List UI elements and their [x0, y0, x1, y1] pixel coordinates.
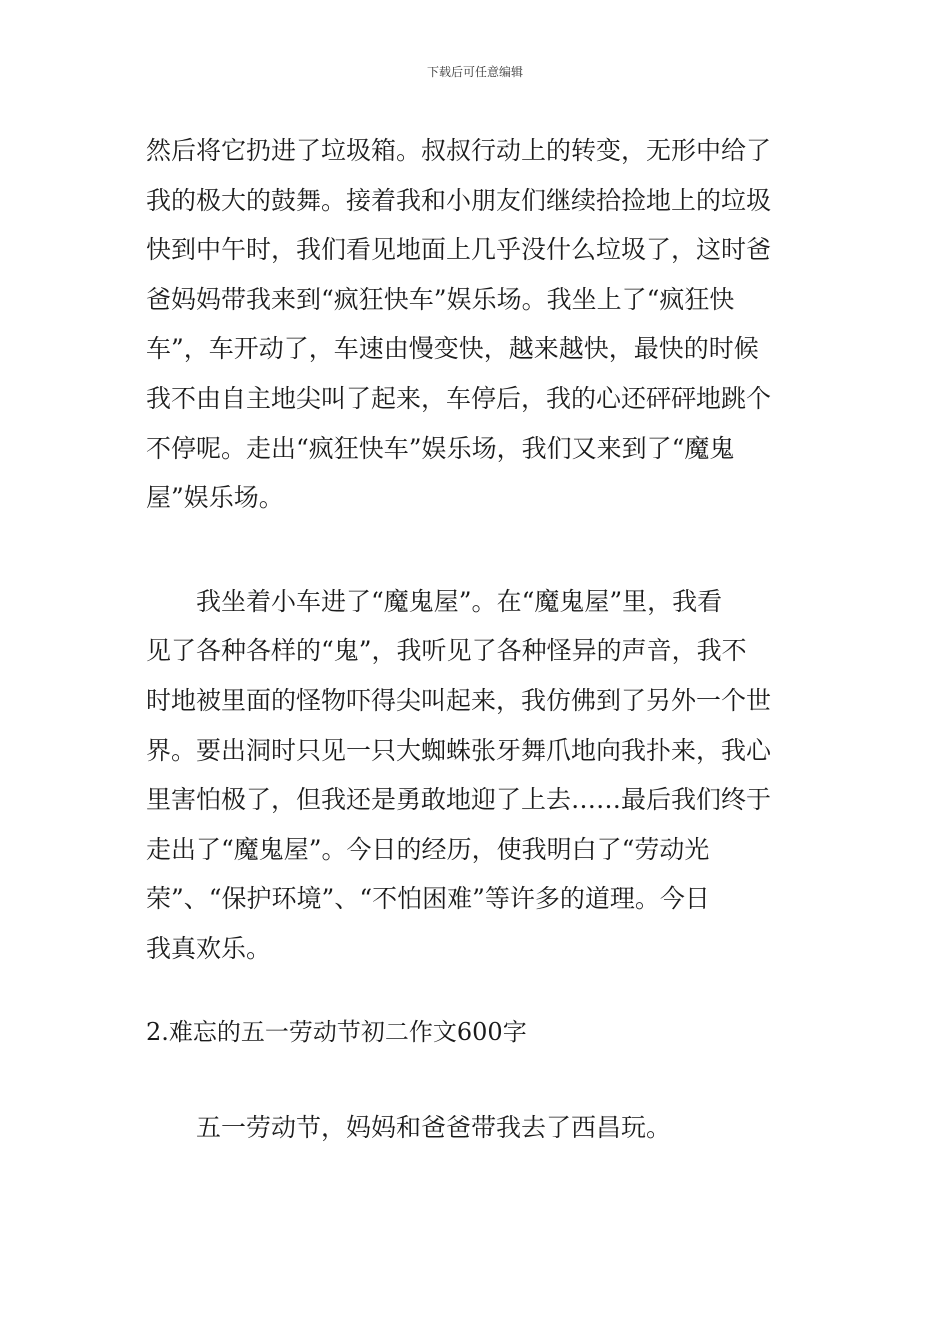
paragraph-line: 不停呢。走出“疯狂快车”娱乐场，我们又来到了“魔鬼 — [146, 433, 735, 463]
paragraph-line: 走出了“魔鬼屋”。今日的经历，使我明白了“劳动光 — [146, 834, 710, 864]
paragraph-line: 里害怕极了，但我还是勇敢地迎了上去……最后我们终于 — [146, 785, 772, 815]
paragraph-line: 然后将它扔进了垃圾箱。叔叔行动上的转变，无形中给了 — [146, 136, 772, 165]
paragraph-line: 我真欢乐。 — [146, 933, 272, 963]
paragraph-line: 我的极大的鼓舞。接着我和小朋友们继续拾捡地上的垃圾 — [146, 185, 772, 215]
paragraph-line: 快到中午时，我们看见地面上几乎没什么垃圾了，这时爸 — [146, 235, 772, 265]
paragraph-line: 时地被里面的怪物吓得尖叫起来，我仿佛到了另外一个世 — [146, 685, 772, 715]
paragraph-2 — [146, 577, 810, 974]
paragraph-line: 见了各种各样的“鬼”，我听见了各种怪异的声音，我不 — [146, 636, 747, 666]
paragraph-line: 屋”娱乐场。 — [146, 483, 284, 513]
paragraph-1 — [146, 126, 810, 523]
paragraph-line: 界。要出洞时只见一只大蜘蛛张牙舞爪地向我扑来，我心 — [146, 735, 772, 765]
paragraph-line: 我不由自主地尖叫了起来，车停后，我的心还砰砰地跳个 — [146, 383, 772, 413]
final-paragraph: 五一劳动节，妈妈和爸爸带我去了西昌玩。 — [196, 1113, 672, 1143]
paragraph-line: 车”，车开动了，车速由慢变快，越来越快，最快的时候 — [146, 334, 759, 364]
paragraph-line: 爸妈妈带我来到“疯狂快车”娱乐场。我坐上了“疯狂快 — [146, 284, 735, 314]
page-header: 下载后可任意编辑 — [426, 65, 523, 79]
section-heading: 2.难忘的五一劳动节初二作文600字 — [146, 1017, 527, 1046]
paragraph-line: 我坐着小车进了“魔鬼屋”。在“魔鬼屋”里，我看 — [196, 586, 723, 616]
paragraph-line: 荣”、“保护环境”、“不怕困难”等许多的道理。今日 — [146, 884, 710, 914]
document-body — [146, 126, 810, 1153]
